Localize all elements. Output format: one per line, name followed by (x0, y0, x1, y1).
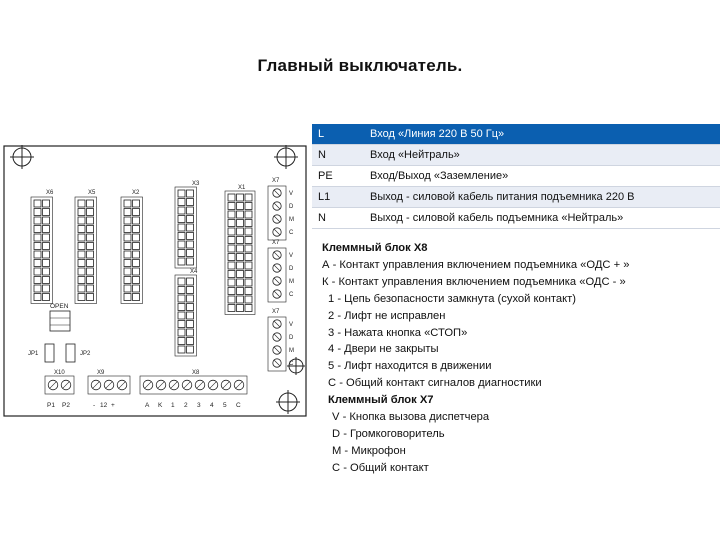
mounting-hole-top-left (10, 145, 34, 169)
pin-header-x2 (121, 197, 143, 304)
x7-terminal-strip (268, 248, 286, 302)
x7-pin-label: M (289, 217, 294, 223)
connector-label-x7: X7 (272, 178, 280, 184)
terminal-x8-pin-label: 2 (184, 402, 188, 409)
terminal-code: L1 (312, 187, 364, 208)
terminal-x9-pin-label: 12 (100, 402, 108, 409)
terminal-table (312, 124, 720, 229)
x7-pin-label: C (289, 292, 294, 298)
terminal-x10-pin-label: P1 (47, 402, 55, 409)
x7-pin-label: C (289, 361, 294, 367)
mounting-hole-bottom-right (276, 390, 300, 414)
x7-legend-title: Клеммный блок Х7 (328, 394, 434, 407)
x7-pin-label: D (289, 335, 294, 341)
terminal-code: PE (312, 166, 364, 187)
terminal-x8-pin-label: 1 (171, 402, 175, 409)
x7-pin-label: C (289, 230, 294, 236)
x7-terminal-strip (268, 317, 286, 371)
x8-legend-item: 2 - Лифт не исправлен (328, 309, 446, 322)
connector-label-x8: X8 (192, 370, 200, 376)
x7-legend-item: V - Кнопка вызова диспетчера (332, 411, 490, 424)
x7-pin-label: M (289, 348, 294, 354)
pin-header-x5 (75, 197, 97, 304)
pin-header-x1 (225, 191, 255, 315)
terminal-code: N (312, 145, 364, 166)
pin-header-x6 (31, 197, 53, 304)
terminal-desc: Вход «Нейтраль» (364, 145, 720, 166)
connector-label-x3: X3 (192, 181, 200, 187)
x7-pin-label: D (289, 204, 294, 210)
terminal-row (312, 124, 720, 145)
x7-pin-label: D (289, 266, 294, 272)
terminal-desc: Выход - силовой кабель подъемника «Нейтраль» (364, 208, 720, 229)
x7-pin-label: M (289, 279, 294, 285)
terminal-x8 (140, 376, 247, 394)
terminal-row (312, 145, 720, 166)
mounting-hole-top-right (274, 145, 298, 169)
terminal-x8-pin-label: C (236, 402, 241, 409)
terminal-x9-pin-label: - (93, 402, 96, 409)
jumper-jp2 (66, 344, 75, 362)
terminal-x10 (45, 376, 74, 394)
terminal-x10-pin-label: P2 (62, 402, 70, 409)
jumper-label-jp2: JP2 (80, 351, 91, 357)
connector-label-x2: X2 (132, 190, 140, 196)
connector-label-x7: X7 (272, 309, 280, 315)
page-title: Главный выключатель. (257, 56, 463, 75)
connector-label-x10: X10 (54, 370, 65, 376)
terminal-desc: Вход «Линия 220 В 50 Гц» (364, 124, 720, 145)
x8-legend-item: С - Общий контакт сигналов диагностики (328, 377, 542, 390)
x7-legend-item: М - Микрофон (332, 444, 406, 457)
x8-legend-item: К - Контакт управления включением подъемника «ОДС - » (322, 275, 626, 288)
x8-legend-item: 1 - Цепь безопасности замкнута (сухой контакт) (328, 292, 576, 305)
terminal-desc: Выход - силовой кабель питания подъемника 220 В (364, 187, 720, 208)
connector-label-x1: X1 (238, 185, 246, 191)
pin-header-x4 (175, 275, 197, 356)
pin-header-x3 (175, 187, 197, 268)
x7-pin-label: V (289, 253, 294, 259)
terminal-code: N (312, 208, 364, 229)
connector-label-x9: X9 (97, 370, 105, 376)
terminal-legend (322, 240, 629, 477)
terminal-desc: Вход/Выход «Заземление» (364, 166, 720, 187)
x8-legend-item: А - Контакт управления включением подъемника «ОДС + » (322, 258, 630, 271)
terminal-x9 (88, 376, 130, 394)
terminal-x8-pin-label: 5 (223, 402, 227, 409)
terminal-row (312, 166, 720, 187)
x8-legend-item: 5 - Лифт находится в движении (328, 360, 492, 373)
connector-label-x7: X7 (272, 240, 280, 246)
x7-pin-label: V (289, 191, 294, 197)
terminal-code: L (312, 124, 364, 145)
connector-label-x5: X5 (88, 190, 96, 196)
x8-legend-title: Клеммный блок Х8 (322, 242, 428, 254)
circuit-board-diagram (0, 140, 310, 420)
terminal-x8-pin-label: 3 (197, 402, 201, 409)
x7-legend-item: С - Общий контакт (332, 461, 429, 474)
terminal-row (312, 187, 720, 208)
terminal-row (312, 208, 720, 229)
jumper-label-jp1: JP1 (28, 351, 39, 357)
x7-pin-label: V (289, 322, 294, 328)
terminal-x8-pin-label: A (145, 402, 150, 409)
x7-terminal-strip (268, 186, 286, 240)
dip-switch (50, 311, 70, 331)
connector-label-x6: X6 (46, 190, 54, 196)
jumper-jp1 (45, 344, 54, 362)
x7-legend-item: D - Громкоговоритель (332, 427, 445, 440)
x8-legend-item: 4 - Двери не закрыты (328, 343, 439, 356)
terminal-x9-pin-label: + (111, 402, 115, 409)
terminal-x8-pin-label: 4 (210, 402, 214, 409)
x8-legend-item: 3 - Нажата кнопка «СТОП» (328, 326, 468, 339)
open-label: OPEN (50, 303, 69, 310)
connector-label-x4: X4 (190, 269, 198, 275)
terminal-x8-pin-label: K (158, 402, 163, 409)
